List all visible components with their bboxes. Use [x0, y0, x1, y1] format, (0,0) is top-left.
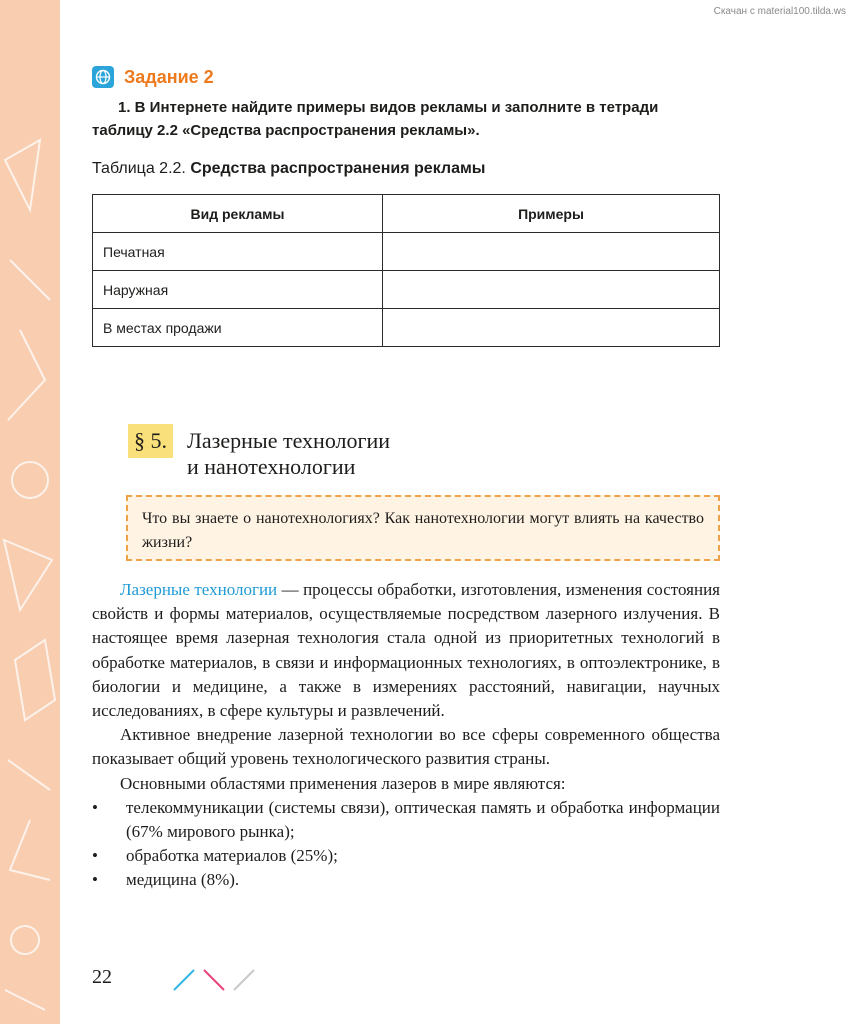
paragraph-1	[92, 578, 720, 723]
term-laser-technologies: Лазерные технологии	[120, 580, 278, 599]
list-item: • телекоммуникации (системы связи), оптическая память и обработка информации (67% мирового рынка);	[92, 797, 720, 842]
bullet-icon: •	[92, 870, 98, 890]
page-number: 22	[92, 966, 112, 988]
section-number: § 5.	[128, 424, 173, 458]
section-title-line-2: и нанотехнологии	[187, 454, 356, 479]
page-decoration	[172, 968, 262, 992]
question-box: Что вы знаете о нанотехнологиях? Как нанотехнологии могут влиять на качество жизни?	[126, 495, 720, 561]
paragraph-2: Активное внедрение лазерной технологии во все сферы современного общества показывает общий уровень технологического развития страны.	[92, 725, 720, 769]
table-row	[93, 271, 720, 309]
globe-icon	[92, 66, 114, 88]
paragraph-1-text: — процессы обработки, изготовления, изменения состояния свойств и формы материалов, осуществляемые посредством лазерного излучения. В настоящее время лазерная технология стала одной из приоритетных технологий в обработке материалов, в связи и информационных технологиях, в оптоэлектронике, в биологии и медицине, а также в измерениях расстояний, навигации, научных исследованиях, в сфере культуры и развлечений.	[92, 580, 720, 721]
task-text	[92, 96, 722, 142]
applications-list	[92, 796, 720, 893]
table-row	[93, 233, 720, 271]
bullet-icon: •	[92, 797, 98, 817]
table-cell: Наружная	[93, 271, 383, 309]
source-note: Скачан с material100.tilda.ws	[713, 6, 846, 17]
table-cell: Печатная	[93, 233, 383, 271]
table-cell	[383, 271, 720, 309]
section-heading	[128, 424, 390, 480]
paragraph-3: Основными областями применения лазеров в мире являются:	[120, 773, 566, 793]
table-header-row	[93, 195, 720, 233]
section-title-line-1: Лазерные технологии	[187, 428, 391, 453]
task-title: Задание 2	[124, 66, 214, 87]
table-row	[93, 309, 720, 347]
task-line-1: 1. В Интернете найдите примеры видов рекламы и заполните в тетради	[118, 99, 659, 116]
task-line-2: таблицу 2.2 «Средства распространения рекламы».	[92, 122, 480, 139]
table-cell	[383, 309, 720, 347]
body-text	[92, 578, 720, 893]
bullet-icon: •	[92, 846, 98, 866]
table-caption-title: Средства распространения рекламы	[190, 160, 486, 177]
list-item: • медицина (8%).	[92, 868, 720, 892]
task-header	[92, 66, 214, 88]
section-title	[187, 428, 390, 480]
table-cell: В местах продажи	[93, 309, 383, 347]
side-band-pattern	[0, 0, 60, 1024]
table-header-examples: Примеры	[383, 195, 720, 233]
advertising-table	[92, 194, 720, 347]
table-cell	[383, 233, 720, 271]
decorative-side-band	[0, 0, 60, 1024]
table-caption	[92, 160, 485, 178]
table-caption-prefix: Таблица 2.2.	[92, 160, 186, 177]
table-header-type: Вид рекламы	[93, 195, 383, 233]
list-item: • обработка материалов (25%);	[92, 844, 720, 868]
